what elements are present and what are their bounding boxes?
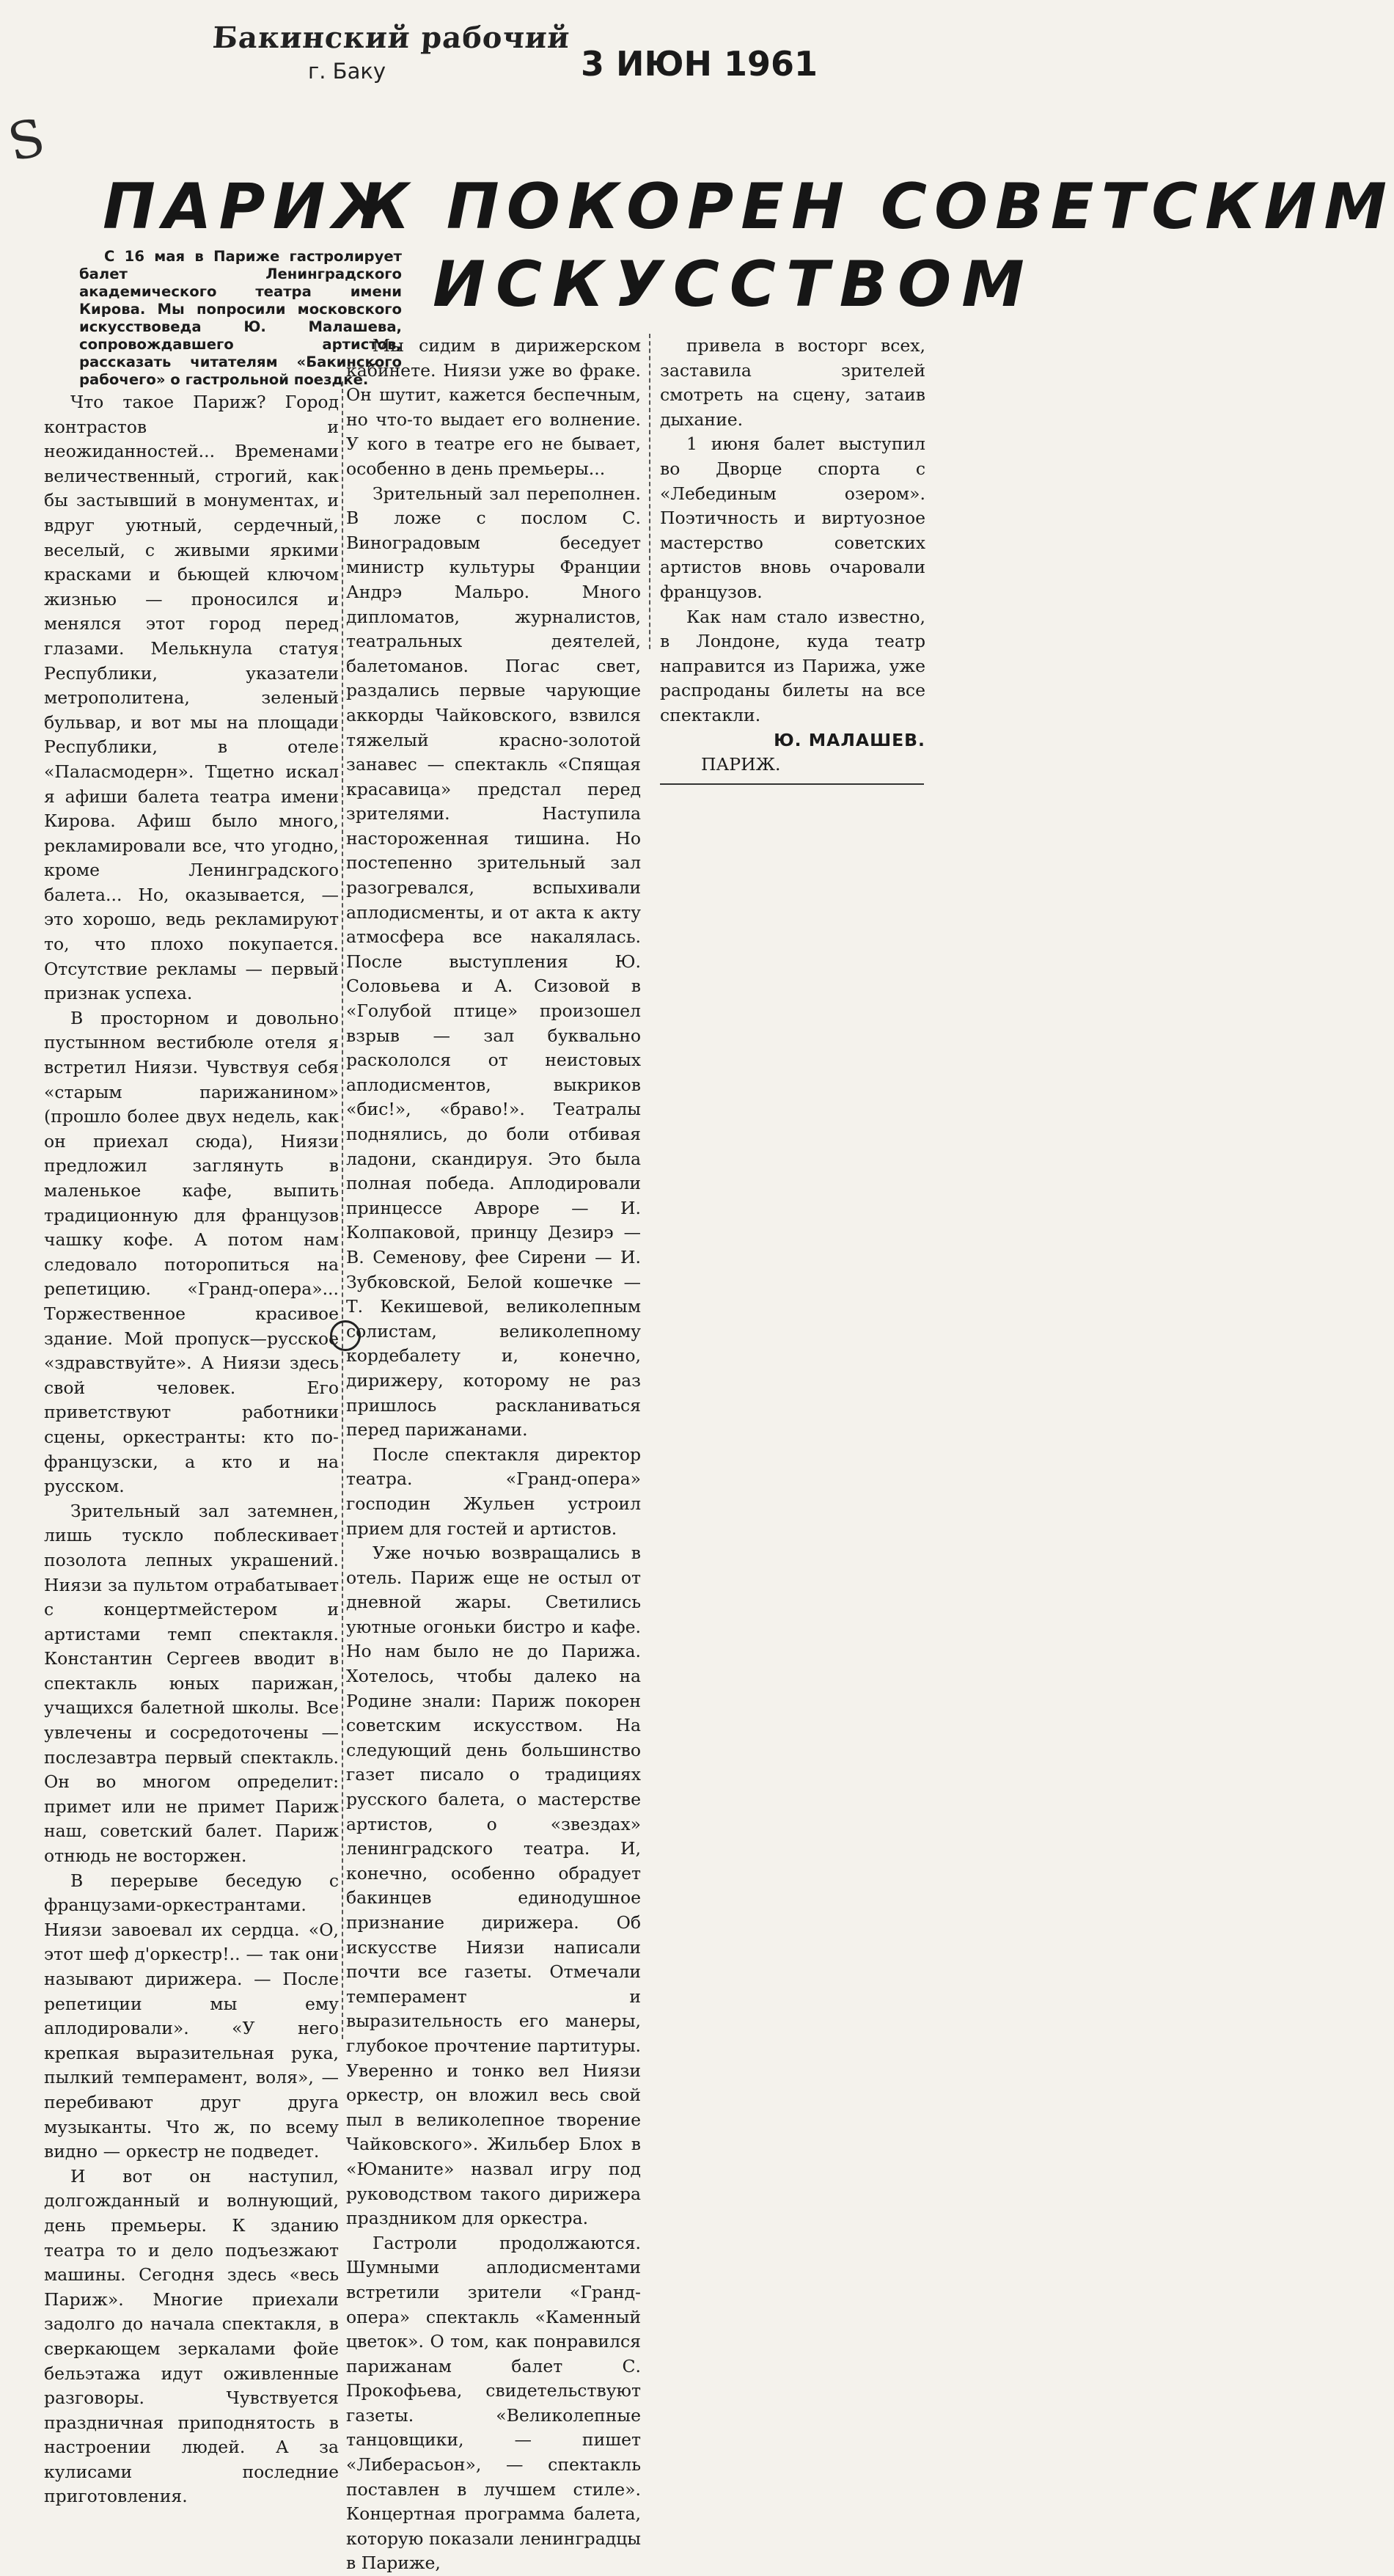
article-lead: С 16 мая в Париже гастролирует балет Ленинградского академического театра имени Кирова. Мы попросили московского искусствоведа Ю. Малашева, сопровождавшего артистов, рассказать читателям «Бакинского рабочего» о гастрольной поездке. bbox=[79, 248, 402, 388]
end-rule bbox=[660, 783, 924, 785]
paragraph: И вот он наступил, долгожданный и волнующий, день премьеры. К зданию театра то и дело подъезжают машины. Сегодня здесь «весь Париж». Многие приехали задолго до начала спектакля, в сверкающем зеркалами фойе бельэтажа идут оживленные разговоры. Чувствуется праздничная приподнятость в настроении людей. А за кулисами последние приготовления. bbox=[44, 2165, 339, 2507]
paragraph: В перерыве беседую с французами-оркестрантами. Ниязи завоевал их сердца. «О, этот шеф д'оркестр!.. — так они называют дирижера. — После репетиции мы ему аплодировали». «У него крепкая выразительная рука, пылкий темперамент, воля», — перебивают друг друга музыканты. Что ж, по всему видно — оркестр не подведет. bbox=[44, 1870, 339, 2162]
paragraph: Мы сидим в дирижерском кабинете. Ниязи уже во фраке. Он шутит, кажется беспечным, но что-то выдает его волнение. У кого в театре его не бывает, особенно в день премьеры... bbox=[346, 335, 641, 479]
pen-circle-mark bbox=[330, 1320, 361, 1351]
paragraph: 1 июня балет выступил во Дворце спорта с «Лебединым озером». Поэтичность и виртуозное мастерство советских артистов вновь очаровали французов. bbox=[660, 433, 925, 602]
paragraph: В просторном и довольно пустынном вестибюле отеля я встретил Ниязи. Чувствуя себя «старым парижанином» (прошло более двух недель, как он приехал сюда), Ниязи предложил заглянуть в маленькое кафе, выпить традиционную для французов чашку кофе. А потом нам следовало поторопиться на репетицию. «Гранд-опера»... Торжественное красивое здание. Мой пропуск—русское «здравствуйте». А Ниязи здесь свой человек. Его приветствуют работники сцены, оркестранты: кто по-французски, а кто и на русском. bbox=[44, 1007, 339, 1497]
article-column-3 bbox=[660, 334, 925, 785]
paragraph: Что такое Париж? Город контрастов и неожиданностей... Временами величественный, строгий, как бы застывший в монументах, и вдруг уютный, сердечный, веселый, с живыми яркими красками и бьющей ключом жизнью — проносился и менялся этот город перед глазами. Мелькнула статуя Республики, указатели метрополитена, зеленый бульвар, и вот мы на площади Республики, в отеле «Паласмодерн». Тщетно искал я афиши балета театра имени Кирова. Афиш было много, рекламировали все, что угодно, кроме Ленинградского балета... Но, оказывается, — это хорошо, ведь рекламируют то, что плохо покупается. Отсутствие рекламы — первый признак успеха. bbox=[44, 392, 339, 1004]
paragraph: Как нам стало известно, в Лондоне, куда театр направится из Парижа, уже распроданы билеты на все спектакли. bbox=[660, 606, 925, 725]
dateline: ПАРИЖ. bbox=[701, 754, 781, 775]
newspaper-name-stamp: Бакинский рабочий bbox=[211, 21, 571, 55]
paragraph: Зрительный зал переполнен. В ложе с послом С. Виноградовым беседует министр культуры Франции Андрэ Мальро. Много дипломатов, журналистов, театральных деятелей, балетоманов. Погас свет, раздались первые чарующие аккорды Чайковского, взвился тяжелый красно-золотой занавес — спектакль «Спящая красавица» предстал перед зрителями. Наступила настороженная тишина. Но постепенно зрительный зал разогревался, вспыхивали аплодисменты, и от акта к акту атмосфера все накалялась. После выступления Ю. Соловьева и А. Сизовой в «Голубой птице» произошел взрыв — зал буквально раскололся от неистовых аплодисментов, выкриков «бис!», «браво!». Театралы поднялись, до боли отбивая ладони, скандируя. Это была полная победа. Аплодировали принцессе Авроре — И. Колпаковой, принцу Дезирэ — В. Семенову, фее Сирени — И. Зубковской, Белой кошечке — Т. Кекишевой, великолепным солистам, великолепному кордебалету и, конечно, дирижеру, которому не раз пришлось раскланиваться перед парижанами. bbox=[346, 483, 641, 1441]
city-stamp: г. Баку bbox=[308, 59, 386, 84]
headline-line-1: ПАРИЖ ПОКОРЕН СОВЕТСКИМ bbox=[103, 170, 1394, 244]
paragraph: Уже ночью возвращались в отель. Париж еще не остыл от дневной жары. Светились уютные огоньки бистро и кафе. Но нам было не до Парижа. Хотелось, чтобы далеко на Родине знали: Париж покорен советским искусством. На следующий день большинство газет писало о традициях русского балета, о мастерстве артистов, о «звездах» ленинградского театра. И, конечно, особенно обрадует бакинцев единодушное признание дирижера. Об искусстве Ниязи написали почти все газеты. Отмечали темперамент и выразительность его манеры, глубокое прочтение партитуры. Уверенно и тонко вел Ниязи оркестр, он вложил весь свой пыл в великолепное творение Чайковского». Жильбер Блох в «Юманите» назвал игру под руководством такого дирижера праздником для оркестра. bbox=[346, 1543, 641, 2229]
handwritten-mark: S bbox=[2, 106, 50, 174]
headline-line-2: ИСКУССТВОМ bbox=[433, 248, 1035, 321]
article-column-2 bbox=[346, 334, 641, 2576]
column-rule-right bbox=[649, 334, 650, 649]
date-stamp: 3 ИЮН 1961 bbox=[581, 44, 818, 84]
paragraph: Гастроли продолжаются. Шумными аплодисментами встретили зрители «Гранд-опера» спектакль «Каменный цветок». О том, как понравился парижанам балет С. Прокофьева, свидетельствуют газеты. «Великолепные танцовщики, — пишет «Либерасьон», — спектакль поставлен в лучшем стиле». Концертная программа балета, которую показали ленинградцы в Париже, bbox=[346, 2232, 641, 2574]
article-column-1 bbox=[44, 390, 339, 2509]
column-rule-left bbox=[342, 381, 343, 2039]
paragraph: привела в восторг всех, заставила зрителей смотреть на сцену, затаив дыхание. bbox=[660, 335, 925, 430]
author-byline: Ю. МАЛАШЕВ. bbox=[774, 729, 925, 750]
paragraph: Зрительный зал затемнен, лишь тускло поблескивает позолота лепных украшений. Ниязи за пультом отрабатывает с концертмейстером и артистами темп спектакля. Константин Сергеев вводит в спектакль юных парижан, учащихся балетной школы. Все увлечены и сосредоточены — послезавтра первый спектакль. Он во многом определит: примет или не примет Париж наш, советский балет. Париж отнюдь не восторжен. bbox=[44, 1500, 339, 1867]
paragraph: После спектакля директор театра. «Гранд-опера» господин Жульен устроил прием для гостей и артистов. bbox=[346, 1443, 641, 1539]
